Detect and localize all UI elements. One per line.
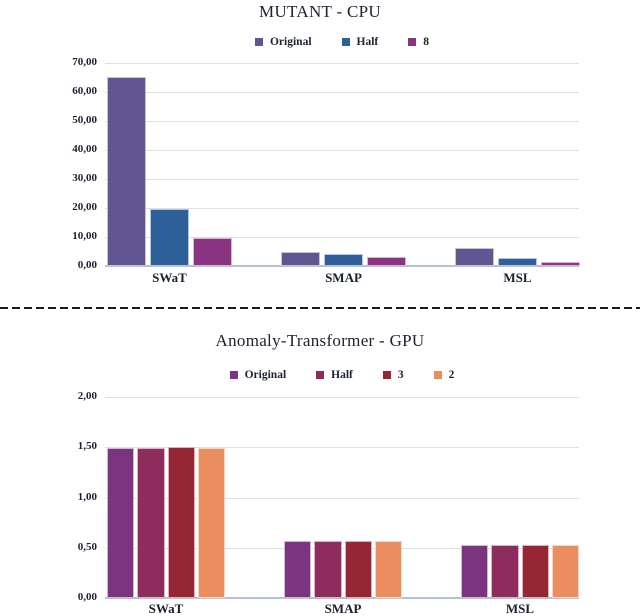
bar-smap-original — [284, 541, 311, 598]
plot-area — [105, 397, 579, 598]
x-tick-label: SMAP — [324, 601, 362, 616]
y-tick-label: 0,00 — [77, 259, 97, 271]
legend-label: 2 — [448, 369, 455, 381]
x-tick-label: SMAP — [325, 270, 362, 285]
legend-label: 3 — [397, 369, 404, 381]
y-tick-label: 1,50 — [77, 440, 97, 453]
gridline — [105, 397, 579, 398]
y-tick-label: 2,00 — [77, 390, 97, 402]
chart-title: MUTANT - CPU — [259, 2, 381, 21]
legend-label: 8 — [423, 36, 429, 48]
y-tick-label: 10,00 — [72, 230, 97, 242]
y-tick-label: 50,00 — [72, 114, 97, 126]
bar-smap-3 — [345, 541, 372, 598]
bar-group-swat — [107, 447, 225, 598]
y-tick-label: 60,00 — [72, 85, 97, 97]
legend — [105, 369, 579, 381]
x-tick-label: MSL — [505, 601, 535, 616]
legend-label: Half — [356, 36, 379, 48]
legend-swatch-icon — [316, 371, 324, 379]
legend-item — [434, 369, 455, 381]
bar-msl-original — [461, 545, 488, 598]
bar-swat-2 — [198, 448, 225, 598]
legend-swatch-icon — [230, 371, 238, 379]
bar-group-msl — [461, 545, 579, 598]
x-tick-label: MSL — [503, 270, 532, 285]
bar-msl-2 — [552, 545, 579, 598]
y-tick-label: 70,00 — [72, 56, 97, 68]
x-tick-label: SWaT — [148, 601, 184, 616]
y-tick-label: 20,00 — [72, 201, 97, 213]
legend-label: Original — [269, 36, 312, 48]
y-tick-label: 0,00 — [77, 591, 97, 603]
bar-smap-2 — [375, 541, 402, 598]
bar-swat-half — [137, 448, 164, 598]
bar-smap-half — [314, 541, 341, 598]
bar-group-smap — [284, 541, 402, 598]
bar-swat-3 — [168, 447, 195, 598]
legend-item — [383, 369, 404, 381]
legend-label: Original — [244, 369, 287, 381]
y-tick-label: 40,00 — [72, 143, 97, 155]
legend-label: Half — [331, 369, 353, 381]
legend-item — [316, 369, 353, 381]
chart-title: Anomaly-Transformer - GPU — [215, 331, 425, 350]
bar-swat-original — [107, 448, 134, 598]
bar-msl-half — [491, 545, 518, 598]
legend-item — [230, 369, 287, 381]
y-tick-label: 30,00 — [72, 172, 97, 184]
legend-swatch-icon — [383, 371, 391, 379]
bar-msl-3 — [522, 545, 549, 598]
y-tick-label: 1,00 — [77, 490, 97, 503]
legend-swatch-icon — [434, 371, 442, 379]
x-tick-label: SWaT — [152, 270, 187, 285]
y-tick-label: 0,50 — [77, 540, 97, 553]
